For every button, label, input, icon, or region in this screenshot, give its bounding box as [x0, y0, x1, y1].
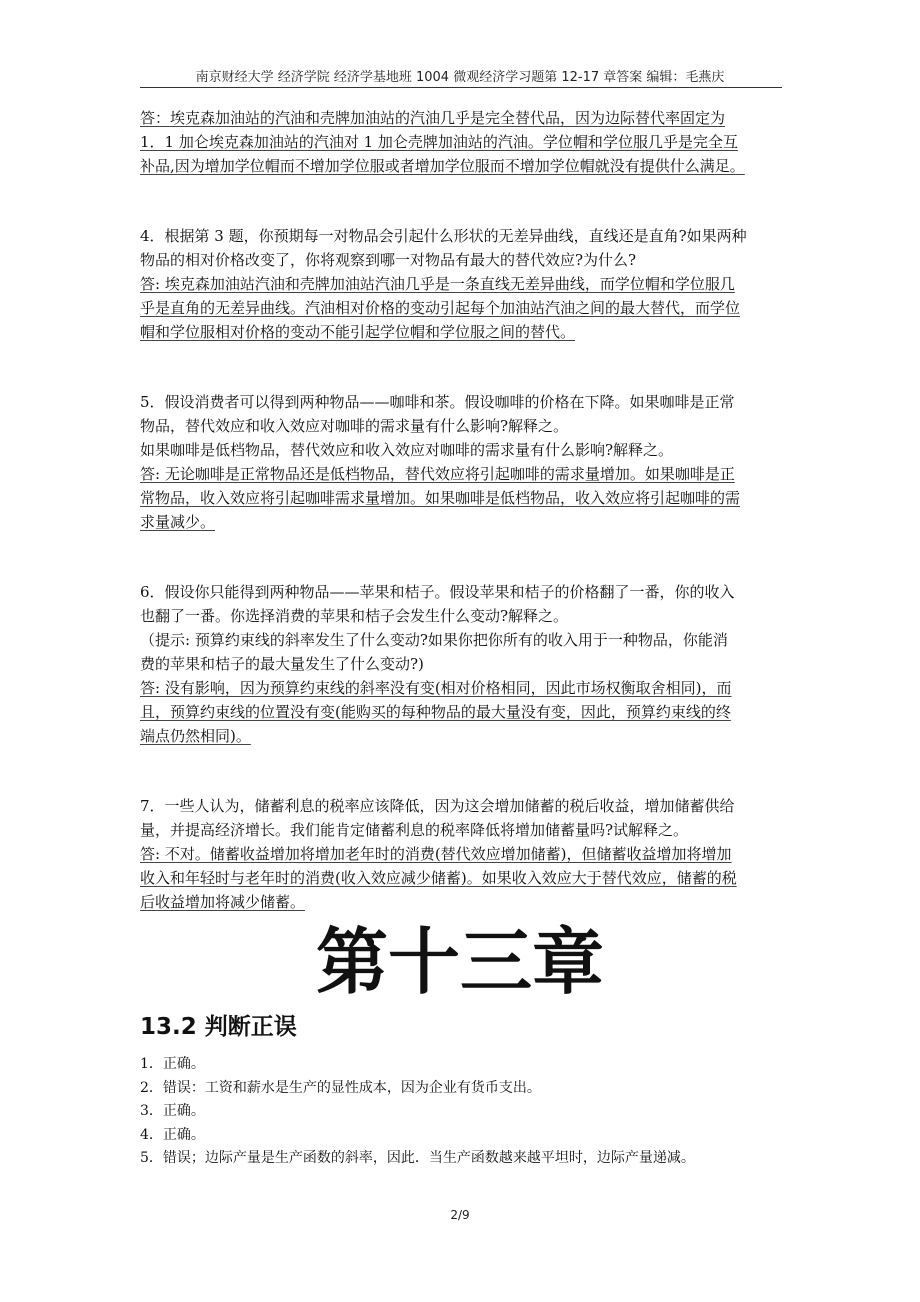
answer-line: 端点仍然相同)。: [140, 727, 251, 745]
answer-line: 后收益增加将减少储蓄。: [140, 893, 306, 911]
question-line: 物品的相对价格改变了，你将观察到哪一对物品有最大的替代效应?为什么?: [140, 251, 637, 269]
page-number: 2/9: [450, 1208, 470, 1222]
answer-line: 帽和学位服相对价格的变动不能引起学位帽和学位服之间的替代。: [140, 323, 576, 341]
question-line: 7．一些人认为，储蓄利息的税率应该降低，因为这会增加储蓄的税后收益，增加储蓄供给: [140, 797, 735, 815]
list-item: 2．错误：工资和薪水是生产的显性成本，因为企业有货币支出。: [140, 1079, 541, 1096]
answer-line: 答: 不对。储蓄收益增加将增加老年时的消费(替代效应增加储蓄)，但储蓄收益增加将增加: [140, 845, 732, 863]
answer-6: [140, 676, 782, 748]
answer-line: 答: 无论咖啡是正常物品还是低档物品，替代效应将引起咖啡的需求量增加。如果咖啡是正: [140, 465, 735, 483]
question-line: 物品，替代效应和收入效应对咖啡的需求量有什么影响?解释之。: [140, 417, 569, 435]
question-4: [140, 224, 782, 272]
hint-line: 费的苹果和桔子的最大量发生了什么变动?): [140, 655, 424, 673]
question-line: 也翻了一番。你选择消费的苹果和桔子会发生什么变动?解释之。: [140, 607, 569, 625]
question-line: 如果咖啡是低档物品，替代效应和收入效应对咖啡的需求量有什么影响?解释之。: [140, 441, 674, 459]
answer-line: 答: 没有影响，因为预算约束线的斜率没有变(相对价格相同，因此市场权衡取舍相同)，而: [140, 679, 732, 697]
question-line: 量，并提高经济增长。我们能肯定储蓄利息的税率降低将增加储蓄量吗?试解释之。: [140, 821, 689, 839]
list-item: 5．错误；边际产量是生产函数的斜率，因此．当生产函数越来越平坦时，边际产量递减。: [140, 1150, 695, 1166]
answer-7: [140, 842, 782, 914]
answer-line: 求量减少。: [140, 513, 216, 531]
answer-line: 收入和年轻时与老年时的消费(收入效应减少储蓄)。如果收入效应大于替代效应，储蓄的税: [140, 869, 737, 887]
question-line: 4．根据第 3 题，你预期每一对物品会引起什么形状的无差异曲线，直线还是直角?如果两种: [140, 227, 747, 245]
answer-line: 且，预算约束线的位置没有变(能购买的每种物品的最大量没有变，因此，预算约束线的终: [140, 703, 731, 721]
question-line: 5．假设消费者可以得到两种物品——咖啡和茶。假设咖啡的价格在下降。如果咖啡是正常: [140, 393, 735, 411]
answer-5: [140, 462, 782, 534]
page-header: 南京财经大学 经济学院 经济学基地班 1004 微观经济学习题第 12-17 章答案 编辑：毛燕庆: [195, 70, 725, 85]
answer-line: 补品,因为增加学位帽而不增加学位服或者增加学位服而不增加学位帽就没有提供什么满足。: [140, 157, 745, 175]
section-heading: 13.2 判断正误: [140, 1014, 297, 1040]
answer-line: 常物品，收入效应将引起咖啡需求量增加。如果咖啡是低档物品，收入效应将引起咖啡的需: [140, 489, 741, 507]
header-divider: [140, 87, 782, 88]
question-7: [140, 794, 782, 842]
answer-4: [140, 272, 782, 344]
true-false-list: [140, 1053, 782, 1171]
question-5: [140, 390, 782, 462]
answer-line: 答：埃克森加油站的汽油和壳牌加油站的汽油几乎是完全替代品，因为边际替代率固定为: [140, 109, 726, 127]
answer-line: 乎是直角的无差异曲线。汽油相对价格的变动引起每个加油站汽油之间的最大替代，而学位: [140, 299, 741, 317]
list-item: 1．正确。: [140, 1056, 205, 1072]
answer-line: 1．1 加仑埃克森加油站的汽油对 1 加仑壳牌加油站的汽油。学位帽和学位服几乎是完全互: [140, 133, 738, 151]
chapter-title: 第十三章: [315, 920, 604, 1004]
answer-line: 答: 埃克森加油站汽油和壳牌加油站汽油几乎是一条直线无差异曲线，而学位帽和学位服几: [140, 275, 735, 293]
hint-line: （提示: 预算约束线的斜率发生了什么变动?如果你把你所有的收入用于一种物品，你能消: [140, 631, 728, 649]
answer-3: [140, 106, 782, 178]
list-item: 4．正确。: [140, 1126, 205, 1143]
page-body: [140, 106, 782, 914]
list-item: 3．正确。: [140, 1103, 205, 1119]
question-line: 6．假设你只能得到两种物品——苹果和桔子。假设苹果和桔子的价格翻了一番，你的收入: [140, 583, 735, 601]
question-6: [140, 580, 782, 676]
